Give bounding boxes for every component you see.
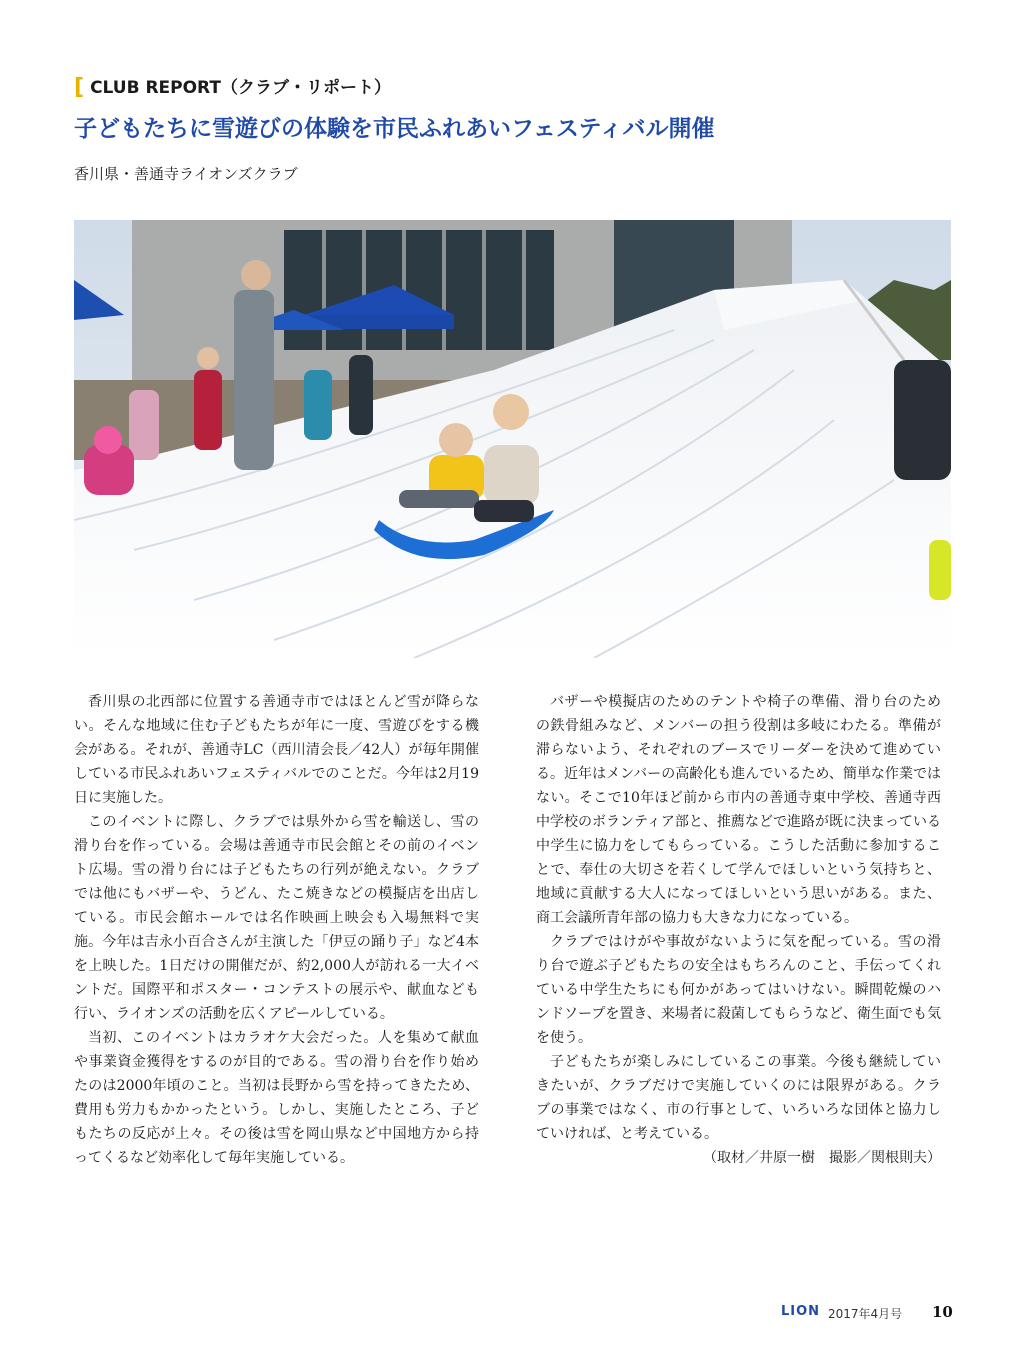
- article-photo: [74, 220, 951, 658]
- article-paragraph: 子どもたちが楽しみにしているこの事業。今後も継続していきたいが、クラブだけで実施していくのには限界がある。クラブの事業ではなく、市の行事として、いろいろな団体と協力していければ、と考えている。: [536, 1054, 941, 1142]
- club-name: 香川県・善通寺ライオンズクラブ: [74, 165, 298, 183]
- snow-slide-photo-icon: [74, 220, 951, 658]
- article-paragraph: バザーや模擬店のためのテントや椅子の準備、滑り台のための鉄骨組みなど、メンバーの担う役割は多岐にわたる。準備が滞らないよう、それぞれのブースでリーダーを決めて進めている。近年はメンバーの高齢化も進んでいるため、簡単な作業ではない。そこで10年ほど前から市内の善通寺東中学校、善通寺西中学校のボランティア部と、推薦などで進路が既に決まっている中学生に協力をしてもらっている。こうした活動に参加することで、奉仕の大切さを若くして学んでほしいという気持ちと、地域に貢献する大人になってほしいという思いがある。また、商工会議所青年部の協力も大きな力になっている。: [536, 694, 941, 926]
- section-label: [74, 74, 954, 100]
- article-paragraph: 当初、このイベントはカラオケ大会だった。人を集めて献血や事業資金獲得をするのが目的である。雪の滑り台を作り始めたのは2000年頃のこと。当初は長野から雪を持ってきたため、費用も労力もかかったという。しかし、実施したところ、子どもたちの反応が上々。その後は雪を岡山県など中国地方から持ってくるなど効率化して毎年実施している。: [74, 1030, 479, 1166]
- article-header: [74, 74, 954, 184]
- photo-credit: （取材／井原一樹 撮影／関根則夫）: [703, 1150, 941, 1166]
- section-label-text: CLUB REPORT（クラブ・リポート）: [90, 78, 391, 98]
- article-column-left: [74, 690, 479, 1170]
- article-paragraph: クラブではけがや事故がないように気を配っている。雪の滑り台で遊ぶ子どもたちの安全はもちろんのこと、手伝ってくれている中学生たちにも何かがあってはいけない。瞬間乾燥のハンドソープを置き、来場者に殺菌してもらうなど、衛生面でも気を使う。: [536, 934, 941, 1046]
- magazine-name: LION: [781, 1304, 821, 1319]
- issue-label: 2017年4月号: [828, 1307, 903, 1321]
- article-paragraph: このイベントに際し、クラブでは県外から雪を輸送し、雪の滑り台を作っている。会場は善通寺市民会館とその前のイベント広場。雪の滑り台には子どもたちの行列が絶えない。クラブでは他にもバザーや、うどん、たこ焼きなどの模擬店を出店している。市民会館ホールでは名作映画上映会も入場無料で実施。今年は吉永小百合さんが主演した「伊豆の踊り子」など4本を上映した。1日だけの開催だが、約2,000人が訪れる一大イベントだ。国際平和ポスター・コンテストの展示や、献血なども行い、ライオンズの活動を広くアピールしている。: [74, 814, 479, 1022]
- page-number: 10: [932, 1303, 953, 1321]
- page-footer: [0, 1304, 1024, 1324]
- bracket-mark: [: [74, 75, 85, 100]
- article-headline: 子どもたちに雪遊びの体験を市民ふれあいフェスティバル開催: [74, 116, 715, 142]
- article-paragraph: 香川県の北西部に位置する善通寺市ではほとんど雪が降らない。そんな地域に住む子どもたちが年に一度、雪遊びをする機会がある。それが、善通寺LC（西川清会長／42人）が毎年開催している市民ふれあいフェスティバルでのことだ。今年は2月19日に実施した。: [74, 694, 479, 806]
- article-column-right: [536, 690, 941, 1170]
